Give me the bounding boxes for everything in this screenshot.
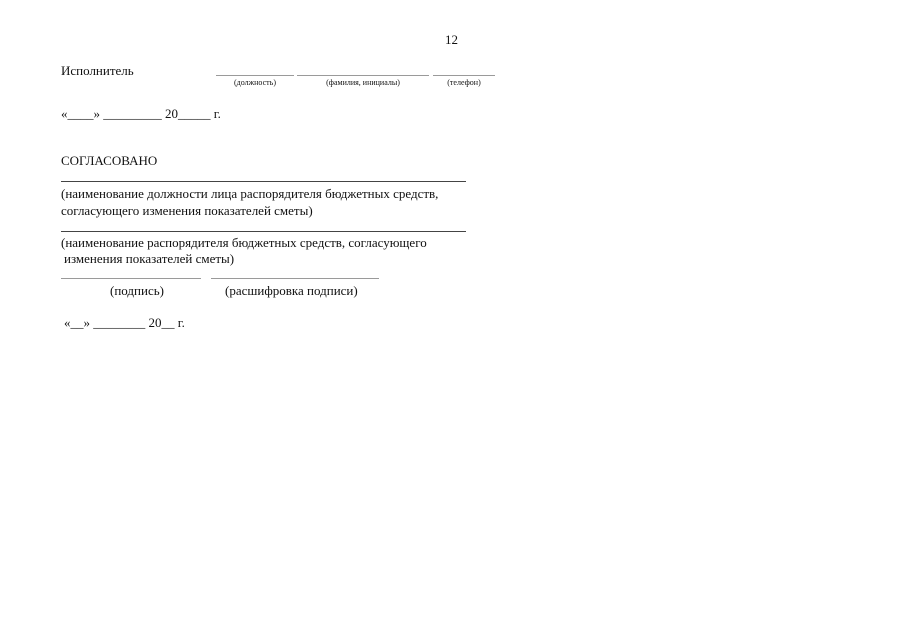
approval-date: [64, 315, 185, 331]
page-number: 12: [445, 32, 458, 47]
executor-label: Исполнитель: [61, 63, 134, 78]
decoding-line: [211, 278, 379, 279]
date-day-blank: __: [70, 315, 84, 330]
phone-line: [433, 75, 495, 76]
approval-heading: СОГЛАСОВАНО: [61, 153, 158, 168]
approver-position-line: [61, 181, 466, 182]
approver-position-caption-1: (наименование должности лица распорядителя бюджетных средств,: [61, 186, 439, 201]
approver-name-caption-1: (наименование распорядителя бюджетных средств, согласующего: [61, 235, 427, 250]
position-line: [216, 75, 294, 76]
date-year-blank: _____: [178, 106, 211, 121]
executor-date: [61, 106, 221, 122]
approver-name-line: [61, 231, 466, 232]
position-caption: (должность): [234, 78, 276, 87]
date-suffix: г.: [177, 315, 185, 330]
date-open-quote: «: [64, 315, 71, 330]
name-line: [297, 75, 429, 76]
signature-line: [61, 278, 201, 279]
signature-caption: (подпись): [110, 283, 164, 298]
date-year-prefix: 20: [165, 106, 178, 121]
date-suffix: г.: [213, 106, 221, 121]
date-close-quote: »: [93, 106, 100, 121]
phone-caption: (телефон): [447, 78, 481, 87]
date-open-quote: «: [61, 106, 68, 121]
date-month-blank: _________: [103, 106, 162, 121]
date-close-quote: »: [83, 315, 90, 330]
name-caption: (фамилия, инициалы): [326, 78, 400, 87]
approver-position-caption-2: согласующего изменения показателей сметы): [61, 203, 313, 218]
date-year-blank: __: [161, 315, 175, 330]
date-day-blank: ____: [67, 106, 94, 121]
approver-name-caption-2: изменения показателей сметы): [64, 251, 235, 266]
date-year-prefix: 20: [148, 315, 162, 330]
decoding-caption: (расшифровка подписи): [225, 283, 358, 298]
date-month-blank: ________: [93, 315, 146, 330]
